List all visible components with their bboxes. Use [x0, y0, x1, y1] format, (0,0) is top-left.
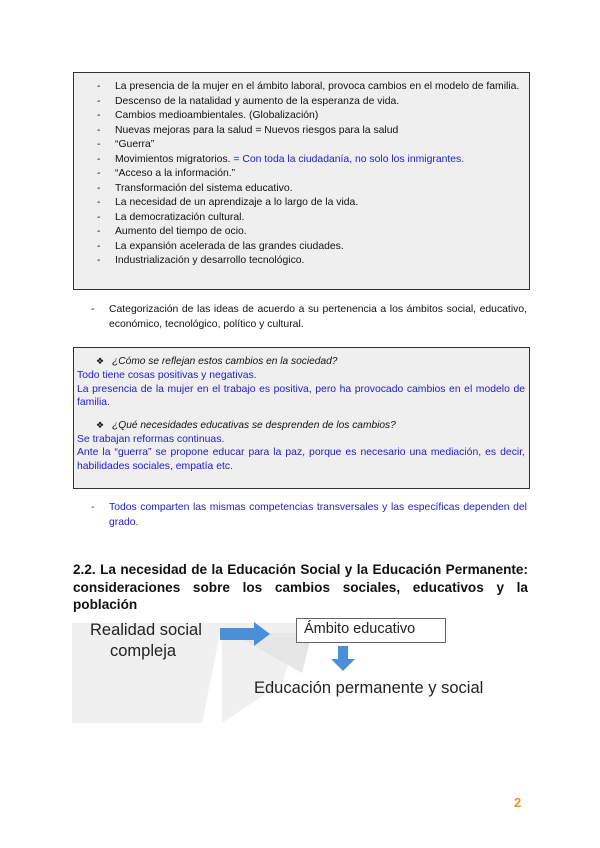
list-item: - La democratización cultural.	[115, 211, 521, 226]
question-2-text: ¿Qué necesidades educativas se desprenden de los cambios?	[112, 419, 396, 431]
list-item: - Aumento del tiempo de ocio.	[115, 225, 521, 240]
categorization-list	[109, 303, 527, 332]
permanent-social-education-label: Educación permanente y social	[254, 679, 484, 697]
list-item: - Descenso de la natalidad y aumento de la esperanza de vida.	[115, 95, 521, 110]
section-heading: 2.2. La necesidad de la Educación Social y la Educación Permanente: consideraciones sobre los cambios sociales, educativos y la población	[73, 562, 528, 612]
answer-1-line-2: La presencia de la mujer en el trabajo es positiva, pero ha provocado cambios en el modelo de familia.	[77, 383, 525, 409]
page-number: 2	[514, 795, 522, 810]
competencies-list	[109, 501, 527, 530]
list-item: - La necesidad de un aprendizaje a lo largo de la vida.	[115, 196, 521, 211]
list-item: - “Acceso a la información.”	[115, 167, 521, 182]
changes-list	[115, 80, 521, 269]
list-item: - La presencia de la mujer en el ámbito laboral, provoca cambios en el modelo de familia.	[115, 80, 521, 95]
educational-scope-box	[296, 618, 446, 643]
answer-2-line-2: Ante la “guerra” se propone educar para la paz, porque es necesario una mediación, es decir, habilidades sociales, empatía etc.	[77, 447, 525, 472]
question-1-text: ¿Cómo se reflejan estos cambios en la sociedad?	[112, 356, 338, 367]
migration-note: = Con toda la ciudadanía, no solo los inmigrantes.	[233, 153, 465, 165]
complex-reality-label-line-1: Realidad social	[90, 621, 202, 639]
educational-scope-label: Ámbito educativo	[304, 621, 416, 637]
list-item-migration	[115, 153, 521, 168]
list-item: - “Guerra”	[115, 138, 521, 153]
complex-reality-label-line-2: compleja	[110, 642, 177, 660]
list-item: - Nuevas mejoras para la salud = Nuevos riesgos para la salud	[115, 124, 521, 139]
list-item: - Industrialización y desarrollo tecnológico.	[115, 254, 521, 269]
changes-list-box	[73, 72, 530, 290]
categorization-item: - Categorización de las ideas de acuerdo a su pertenencia a los ámbitos social, educativo, económico, tecnológico, político y cultural.	[109, 303, 527, 332]
list-item: - Transformación del sistema educativo.	[115, 182, 521, 197]
diamond-bullet-icon: ❖	[96, 419, 105, 430]
diamond-bullet-icon: ❖	[96, 356, 105, 366]
competencies-item: - Todos comparten las mismas competencias transversales y las específicas dependen del grado.	[109, 501, 527, 530]
questions-box	[73, 347, 530, 489]
education-diagram	[72, 613, 532, 723]
answer-2-line-1: Se trabajan reformas continuas.	[77, 433, 225, 445]
list-item: - La expansión acelerada de las grandes ciudades.	[115, 240, 521, 255]
migration-text: Movimientos migratorios.	[115, 153, 231, 165]
down-arrow-icon	[331, 646, 355, 671]
list-item: - Cambios medioambientales. (Globalización)	[115, 109, 521, 124]
question-2	[96, 418, 529, 433]
answer-1-line-1: Todo tiene cosas positivas y negativas.	[77, 370, 257, 381]
question-1	[96, 354, 529, 369]
right-arrow-icon	[220, 622, 270, 646]
